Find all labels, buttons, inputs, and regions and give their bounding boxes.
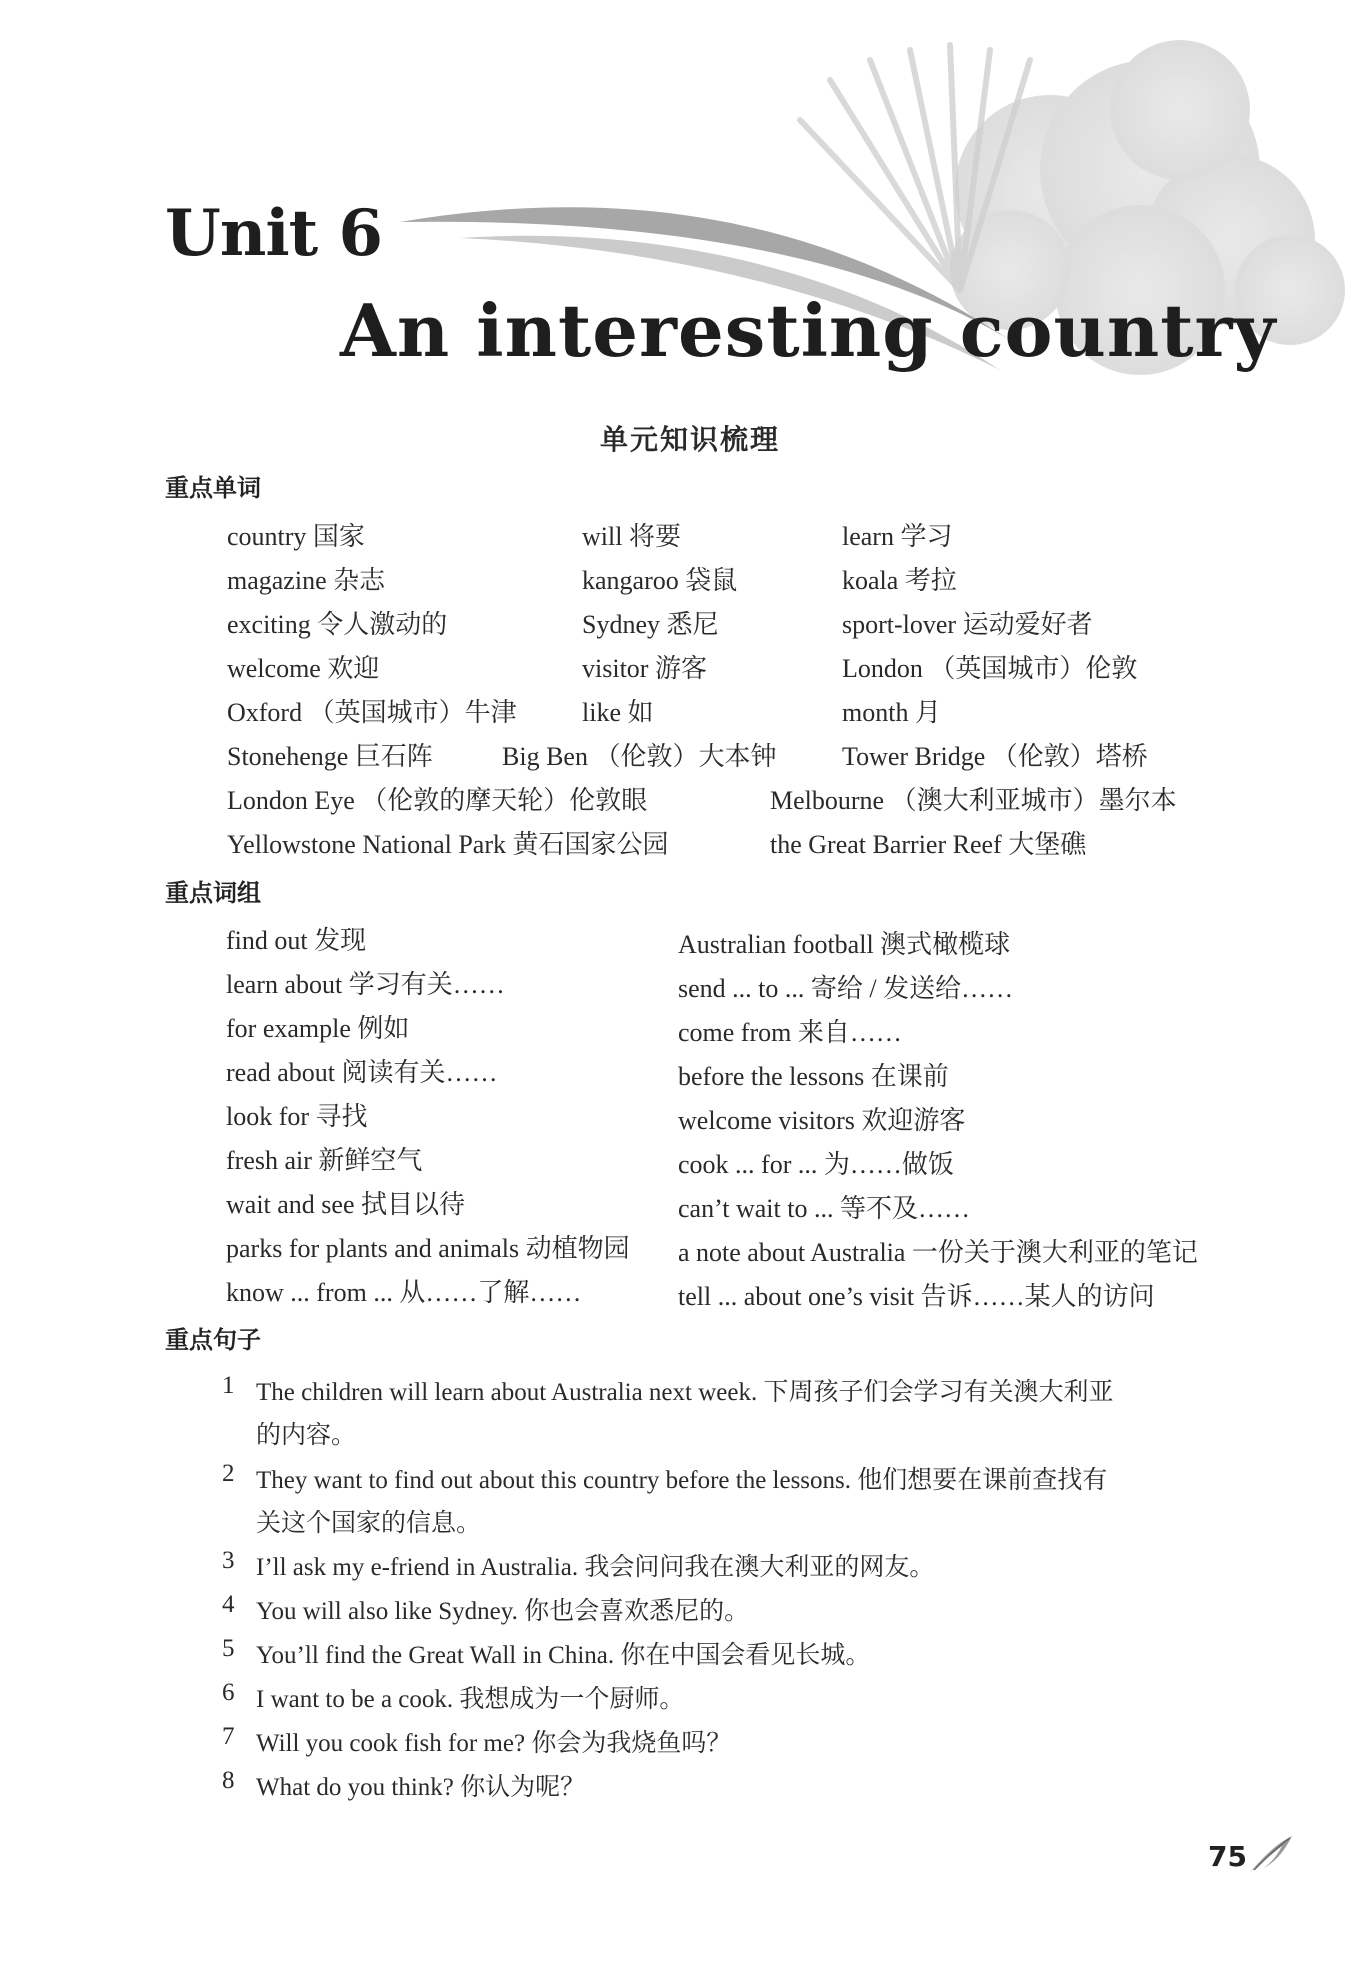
word-item: Yellowstone National Park 黄石国家公园	[227, 830, 669, 859]
word-item: exciting 令人激动的	[227, 610, 448, 639]
phrase-item: come from 来自……	[678, 1018, 902, 1047]
phrase-item: parks for plants and animals 动植物园	[226, 1234, 630, 1263]
sentence-text: I want to be a cook. 我想成为一个厨师。	[256, 1686, 685, 1713]
sentence-text: You’ll find the Great Wall in China. 你在中国会看见长城。	[256, 1642, 871, 1669]
word-item: kangaroo 袋鼠	[582, 566, 738, 595]
word-item: magazine 杂志	[227, 566, 386, 595]
word-item: Big Ben （伦敦）大本钟	[502, 742, 777, 771]
word-item: Oxford （英国城市）牛津	[227, 698, 517, 727]
phrase-item: send ... to ... 寄给 / 发送给……	[678, 974, 1014, 1003]
phrase-item: welcome visitors 欢迎游客	[678, 1106, 966, 1135]
sentence-text: Will you cook fish for me? 你会为我烧鱼吗？	[256, 1730, 732, 1757]
phrase-item: for example 例如	[226, 1014, 410, 1043]
key-sentences-heading: 重点句子	[165, 1326, 261, 1354]
sentence-number: 4	[222, 1591, 235, 1618]
word-item: country 国家	[227, 522, 365, 551]
sentence-number: 1	[222, 1372, 235, 1399]
key-words-heading: 重点单词	[165, 474, 261, 502]
phrase-item: read about 阅读有关……	[226, 1058, 498, 1087]
sentence-number: 6	[222, 1679, 235, 1706]
phrase-item: before the lessons 在课前	[678, 1062, 949, 1091]
word-item: the Great Barrier Reef 大堡礁	[770, 830, 1087, 859]
word-item: Stonehenge 巨石阵	[227, 742, 433, 771]
word-item: learn 学习	[842, 522, 953, 551]
phrase-item: Australian football 澳式橄榄球	[678, 930, 1011, 959]
sentence-number: 3	[222, 1547, 235, 1574]
word-item: London （英国城市）伦敦	[842, 654, 1138, 683]
sentence-text: They want to find out about this country before the lessons. 他们想要在课前查找有	[256, 1467, 1108, 1494]
sentence-number: 2	[222, 1460, 235, 1487]
page-number: 75	[1208, 1840, 1247, 1873]
feather-icon	[1246, 1832, 1296, 1876]
word-item: London Eye （伦敦的摩天轮）伦敦眼	[227, 786, 648, 815]
word-item: welcome 欢迎	[227, 654, 380, 683]
phrase-item: look for 寻找	[226, 1102, 368, 1131]
phrase-item: tell ... about one’s visit 告诉……某人的访问	[678, 1282, 1155, 1311]
phrase-item: cook ... for ... 为……做饭	[678, 1150, 954, 1179]
sentence-text: I’ll ask my e-friend in Australia. 我会问问我在澳大利亚的网友。	[256, 1554, 935, 1581]
word-item: sport-lover 运动爱好者	[842, 610, 1093, 639]
phrase-item: learn about 学习有关……	[226, 970, 505, 999]
word-item: Tower Bridge （伦敦）塔桥	[842, 742, 1148, 771]
word-item: month 月	[842, 698, 941, 727]
unit-title: Unit 6	[165, 196, 383, 271]
phrase-item: fresh air 新鲜空气	[226, 1146, 423, 1175]
sentence-continuation: 关这个国家的信息。	[256, 1510, 482, 1537]
word-item: koala 考拉	[842, 566, 957, 595]
phrase-item: wait and see 拭目以待	[226, 1190, 466, 1219]
unit-subtitle: An interesting country	[340, 288, 1277, 373]
sentence-text: What do you think? 你认为呢？	[256, 1774, 586, 1801]
sentence-text: You will also like Sydney. 你也会喜欢悉尼的。	[256, 1598, 750, 1625]
sentence-number: 8	[222, 1767, 235, 1794]
word-item: Sydney 悉尼	[582, 610, 719, 639]
phrase-item: find out 发现	[226, 926, 367, 955]
key-phrases-heading: 重点词组	[165, 879, 261, 907]
sentence-continuation: 的内容。	[256, 1422, 357, 1449]
word-item: will 将要	[582, 522, 681, 551]
phrase-item: a note about Australia 一份关于澳大利亚的笔记	[678, 1238, 1198, 1267]
word-item: Melbourne （澳大利亚城市）墨尔本	[770, 786, 1177, 815]
phrase-item: can’t wait to ... 等不及……	[678, 1194, 970, 1223]
phrase-item: know ... from ... 从……了解……	[226, 1278, 582, 1307]
sentence-number: 5	[222, 1635, 235, 1662]
sentence-number: 7	[222, 1723, 235, 1750]
section-title: 单元知识梳理	[599, 423, 780, 456]
word-item: visitor 游客	[582, 654, 707, 683]
word-item: like 如	[582, 698, 654, 727]
sentence-text: The children will learn about Australia next week. 下周孩子们会学习有关澳大利亚	[256, 1379, 1114, 1406]
